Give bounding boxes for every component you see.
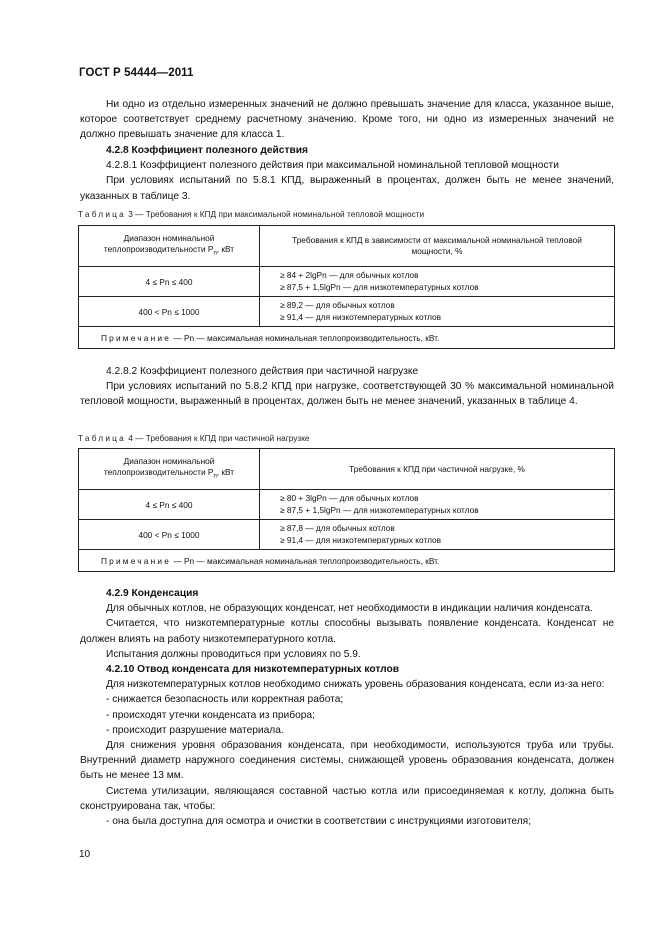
section-4-2-9-paragraph-2: Считается, что низкотемпературные котлы способны вызывать появление конденсата. Конденсат не должен влиять на работу низкотемпературного котла. — [80, 618, 614, 645]
table4-col2-header: Требования к КПД при частичной нагрузке, % — [260, 449, 615, 490]
table3-note-row — [79, 327, 615, 349]
table3-range-cell: 400 < Pn ≤ 1000 — [79, 297, 260, 327]
table3-requirement-cell: ≥ 89,2 — для обычных котлов ≥ 91,4 — для низкотемпературных котлов — [260, 297, 615, 327]
section-4-2-8 — [80, 143, 614, 204]
section-4-2-8-2-paragraph: При условиях испытаний по 5.8.2 КПД при нагрузке, соответствующей 30 % максимальной номинальной тепловой мощности, выраженный в процентах, должен быть не менее значений, указанных в таблице 4. — [80, 381, 614, 408]
section-4-2-10-paragraph-3: Система утилизации, являющаяся составной частью котла или присоединяемая к котлу, должна быть сконструирована так, чтобы: — [80, 785, 614, 812]
table3-caption-text: 3 — Требования к КПД при максимальной номинальной тепловой мощности — [128, 209, 425, 219]
table3-caption-label: Таблица — [78, 209, 126, 219]
table-row — [79, 267, 615, 297]
section-4-2-8-2 — [80, 364, 614, 410]
section-4-2-9-paragraph-3: Испытания должны проводиться при условиях по 5.9. — [106, 648, 361, 660]
section-4-2-10-heading: 4.2.10 Отвод конденсата для низкотемпературных котлов — [106, 664, 399, 676]
list-item: - она была доступна для осмотра и очистки в соответствии с инструкциями изготовителя; — [106, 816, 532, 828]
table-row — [79, 297, 615, 327]
list-item: - происходят утечки конденсата из прибора; — [106, 709, 315, 721]
list-item: - происходит разрушение материала. — [106, 724, 284, 736]
table4-requirement-cell: ≥ 87,8 — для обычных котлов ≥ 91,4 — для низкотемпературных котлов — [260, 520, 615, 550]
section-4-2-8-heading: 4.2.8 Коэффициент полезного действия — [106, 145, 308, 156]
section-4-2-8-1-heading: 4.2.8.1 Коэффициент полезного действия при максимальной номинальной тепловой мощности — [106, 160, 559, 172]
table4-range-cell: 400 < Pn ≤ 1000 — [79, 520, 260, 550]
table4 — [78, 448, 615, 572]
table4-header-row — [79, 449, 615, 490]
table4-caption-label: Таблица — [78, 433, 126, 443]
page-number: 10 — [79, 849, 91, 860]
table3-range-cell: 4 ≤ Pn ≤ 400 — [79, 267, 260, 297]
section-4-2-8-2-heading: 4.2.8.2 Коэффициент полезного действия при частичной нагрузке — [106, 366, 419, 377]
table3-col2-header: Требования к КПД в зависимости от максимальной номинальной тепловой мощности, % — [260, 226, 615, 267]
table4-caption — [78, 433, 310, 443]
table-row — [79, 520, 615, 550]
intro-block — [80, 97, 614, 143]
table3-caption — [78, 209, 424, 219]
section-4-2-8-1-paragraph: При условиях испытаний по 5.8.1 КПД, выраженный в процентах, должен быть не менее значений, указанных в таблице 3. — [80, 175, 614, 202]
table4-requirement-cell: ≥ 80 + 3lgPn — для обычных котлов ≥ 87,5 + 1,5lgPn — для низкотемпературных котлов — [260, 490, 615, 520]
document-header: ГОСТ Р 54444—2011 — [79, 67, 194, 79]
section-4-2-9 — [80, 586, 614, 829]
list-item: - снижается безопасность или корректная работа; — [106, 694, 344, 706]
table4-range-cell: 4 ≤ Pn ≤ 400 — [79, 490, 260, 520]
section-4-2-9-paragraph-1: Для обычных котлов, не образующих конденсат, нет необходимости в индикации наличия конденсата. — [106, 603, 593, 615]
table3-note: Примечание — Pn — максимальная номинальная теплопроизводительность, кВт. — [79, 327, 615, 349]
intro-paragraph: Ни одно из отдельно измеренных значений не должно превышать значение для класса, указанное выше, которое соответствует среднему расчетному значению. Кроме того, ни одно из измеренных значений не должно превышать значение для класса 1. — [80, 99, 614, 141]
table3-header-row — [79, 226, 615, 267]
table3-col1-header: Диапазон номинальной теплопроизводительности $P_n$, кВт — [79, 226, 260, 267]
table4-note: Примечание — Pn — максимальная номинальная теплопроизводительность, кВт. — [79, 550, 615, 572]
table3-requirement-cell: ≥ 84 + 2lgPn — для обычных котлов ≥ 87,5 + 1,5lgPn — для низкотемпературных котлов — [260, 267, 615, 297]
section-4-2-9-heading: 4.2.9 Конденсация — [106, 588, 199, 599]
section-4-2-10-paragraph-2: Для снижения уровня образования конденсата, при необходимости, используются труба или трубы. Внутренний диаметр наружного соединения системы, снижающей уровень образования конденсата, должен быть не менее 13 мм. — [80, 740, 614, 782]
table4-note-row — [79, 550, 615, 572]
table-row — [79, 490, 615, 520]
table4-col1-header: Диапазон номинальной теплопроизводительности $P_n$, кВт — [79, 449, 260, 490]
table4-caption-text: 4 — Требования к КПД при частичной нагрузке — [128, 433, 310, 443]
table3 — [78, 225, 615, 349]
section-4-2-10-paragraph-1: Для низкотемпературных котлов необходимо снижать уровень образования конденсата, если из-за него: — [106, 679, 605, 691]
